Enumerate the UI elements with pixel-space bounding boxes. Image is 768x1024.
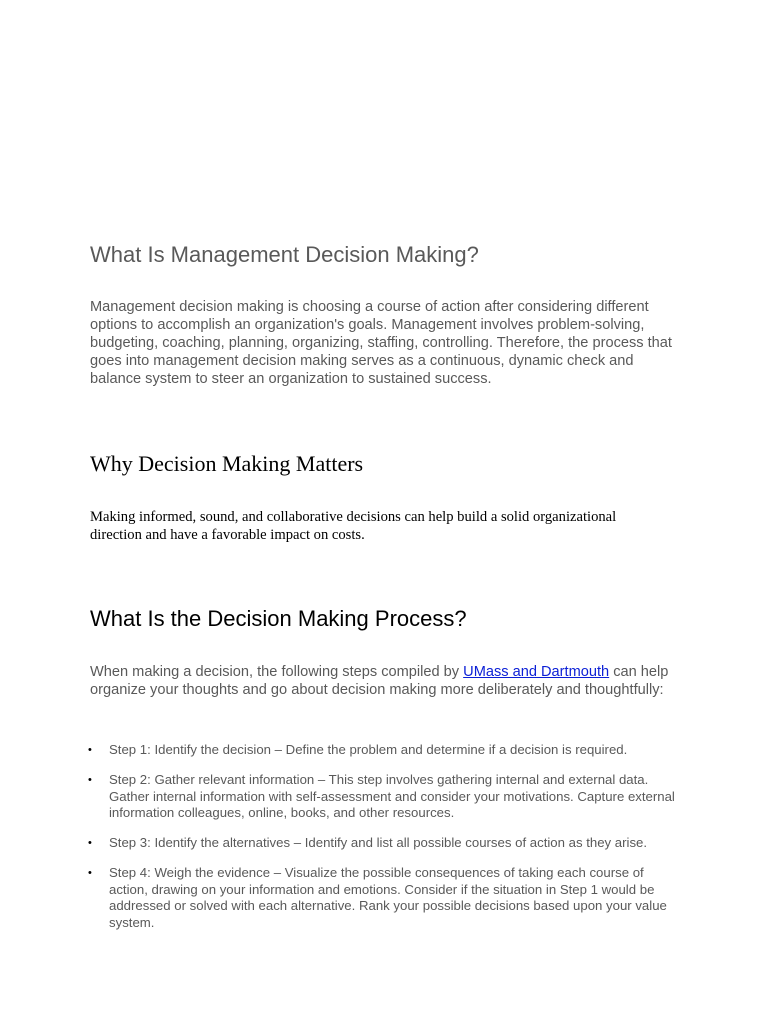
list-item-step-4	[88, 865, 678, 931]
list-item-step-2	[88, 772, 678, 822]
umass-dartmouth-link[interactable]: UMass and Dartmouth	[463, 664, 610, 680]
list-item-step-1	[88, 742, 678, 759]
intro-text-after-link: can help organize your thoughts and go about decision making more deliberately and thoughtfully:	[90, 664, 669, 698]
paragraph-decision-making-intro	[90, 664, 680, 700]
steps-list	[88, 742, 678, 945]
heading-decision-making-process: What Is the Decision Making Process?	[90, 606, 467, 631]
bullet-icon: •	[88, 744, 92, 756]
heading-management-decision-making: What Is Management Decision Making?	[90, 242, 479, 267]
heading-why-decision-making-matters: Why Decision Making Matters	[90, 451, 364, 476]
step-text: Step 4: Weigh the evidence – Visualize the possible consequences of taking each course of action, drawing on your information and emotions. Consider if the situation in Step 1 would be addressed or solved with each alternative. Rank your possible decisions based upon your value system.	[109, 865, 667, 930]
bullet-icon: •	[88, 867, 92, 879]
paragraph-why-decision-making-matters: Making informed, sound, and collaborative decisions can help build a solid organizational direction and have a favorable impact on costs.	[90, 509, 617, 543]
bullet-icon: •	[88, 774, 92, 786]
list-item-step-3	[88, 835, 678, 852]
bullet-icon: •	[88, 837, 92, 849]
intro-text-before-link: When making a decision, the following steps compiled by	[90, 664, 464, 680]
paragraph-management-decision-making: Management decision making is choosing a course of action after considering different options to accomplish an organization's goals. Management involves problem-solving, budgeting, coaching, planning, organizing, staffing, controlling. Therefore, the process that goes into management decision making serves as a continuous, dynamic check and balance system to steer an organization to sustained success.	[90, 299, 672, 387]
step-text: Step 1: Identify the decision – Define the problem and determine if a decision is required.	[109, 742, 628, 757]
step-text: Step 3: Identify the alternatives – Identify and list all possible courses of action as they arise.	[109, 835, 648, 850]
step-text: Step 2: Gather relevant information – This step involves gathering internal and external data. Gather internal information with self-assessment and consider your motivations. Capture external information colleagues, online, books, and other resources.	[109, 772, 675, 820]
